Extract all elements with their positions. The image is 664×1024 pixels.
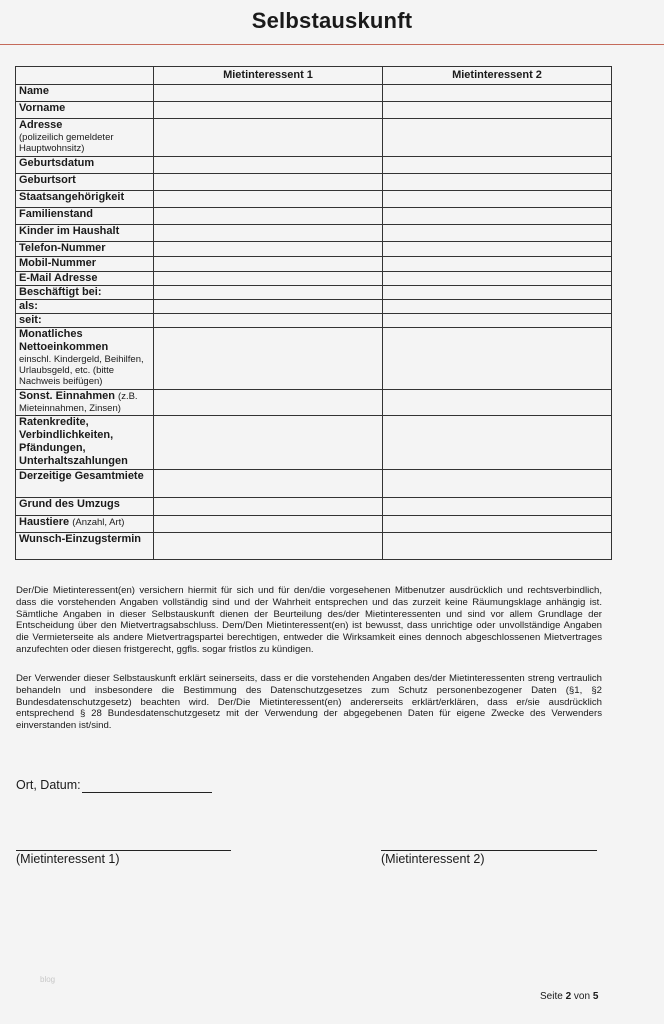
row-label-text: Adresse: [19, 119, 63, 131]
row-label-text: Haustiere: [19, 516, 70, 528]
table-row: [16, 102, 612, 119]
table-row: [16, 208, 612, 225]
applicant-1-field[interactable]: [154, 102, 383, 119]
applicant-1-field[interactable]: [154, 208, 383, 225]
row-label: [16, 191, 154, 208]
applicant-form-table: [15, 66, 612, 560]
table-row: [16, 174, 612, 191]
row-label-text: als:: [19, 300, 38, 312]
applicant-2-field[interactable]: [383, 157, 612, 174]
row-label-text: Mobil-Nummer: [19, 257, 96, 269]
applicant-2-field[interactable]: [383, 102, 612, 119]
applicant-2-field[interactable]: [383, 272, 612, 286]
table-row: [16, 498, 612, 516]
row-label-text: Geburtsort: [19, 174, 76, 186]
row-label: [16, 314, 154, 328]
privacy-paragraph: Der Verwender dieser Selbstauskunft erklärt seinerseits, dass er die vorstehenden Angaben des/der Mietinteressenten streng vertraulich behandeln und insbesondere die Bestimmung des Datenschutzgesetzes zum Schutz personenbezogener Daten (§1, §2 Bundesdatenschutzgesetz) beachten wird. Der/Die Mietinteressent(en) andererseits erklärt/erklären, dass er/sie ausdrücklich entsprechend § 28 Bundesdatenschutzgesetz mit der Verwendung der abgegebenen Daten für eigene Zwecke des Verwenders einverstanden ist/sind.: [16, 673, 602, 732]
footer-page-total: 5: [592, 991, 599, 1002]
row-label: [16, 498, 154, 516]
table-row: [16, 516, 612, 533]
row-label-text: Telefon-Nummer: [19, 242, 106, 254]
footer-page-number: 2: [565, 991, 572, 1002]
applicant-1-field[interactable]: [154, 191, 383, 208]
table-header-row: [16, 67, 612, 85]
applicant-1-field[interactable]: [154, 85, 383, 102]
signature-label-2: (Mietinteressent 2): [381, 852, 485, 866]
applicant-1-field[interactable]: [154, 470, 383, 498]
applicant-2-field[interactable]: [383, 257, 612, 272]
header-applicant-1: Mietinteressent 1: [154, 67, 383, 85]
row-label-hint: (Anzahl, Art): [72, 517, 125, 528]
row-label: [16, 390, 154, 416]
header-empty: [16, 67, 154, 85]
table-row: [16, 416, 612, 470]
title-divider: [0, 44, 664, 45]
applicant-2-field[interactable]: [383, 300, 612, 314]
table-row: [16, 328, 612, 390]
signature-line-2[interactable]: [381, 850, 597, 851]
applicant-1-field[interactable]: [154, 390, 383, 416]
row-label-text: Name: [19, 85, 49, 97]
row-label-text: Wunsch-Einzugstermin: [19, 533, 142, 545]
row-label-text: Kinder im Haushalt: [19, 225, 120, 237]
table-row: [16, 470, 612, 498]
row-label: [16, 208, 154, 225]
row-label-hint: (z.B.: [118, 391, 138, 402]
row-label-text: seit:: [19, 314, 42, 326]
row-label: [16, 470, 154, 498]
applicant-1-field[interactable]: [154, 119, 383, 157]
row-label: [16, 416, 154, 470]
applicant-2-field[interactable]: [383, 416, 612, 470]
applicant-1-field[interactable]: [154, 300, 383, 314]
applicant-1-field[interactable]: [154, 174, 383, 191]
header-applicant-2: Mietinteressent 2: [383, 67, 612, 85]
declaration-paragraph: Der/Die Mietinteressent(en) versichern hiermit für sich und für den/die vorgesehenen Mitbenutzer ausdrücklich und rechtsverbindlich, dass die vorstehenden Angaben vollständig sind und der Wahrheit entsprechen und das zurzeit keine Räumungsklage anhängig ist. Sämtliche Angaben in dieser Selbstauskunft dienen der Beurteilung des/der Mietinteressenten und sind vor allem Grundlage der Entscheidung über den Mietvertragsabschluss. Dem/Den Mietinteressent(en) ist bewusst, dass unrichtige oder unvollständige Angaben die Vermieterseite als andere Mietvertragspartei berechtigen, entweder die Wirksamkeit eines dennoch abgeschlossenen Mietvertrages anzufechten oder diesen fristgerecht, ggfls. sogar fristlos zu kündigen.: [16, 585, 602, 655]
row-label: [16, 257, 154, 272]
table-row: [16, 157, 612, 174]
row-label: [16, 242, 154, 257]
row-label: [16, 85, 154, 102]
signature-label-1: (Mietinteressent 1): [16, 852, 120, 866]
row-label-text: Vorname: [19, 102, 66, 114]
applicant-2-field[interactable]: [383, 314, 612, 328]
applicant-1-field[interactable]: [154, 328, 383, 390]
row-label: [16, 286, 154, 300]
applicant-1-field[interactable]: [154, 314, 383, 328]
row-label-text: Geburtsdatum: [19, 157, 95, 169]
watermark: blog: [40, 975, 56, 984]
row-label-text: Familienstand: [19, 208, 93, 220]
row-label: [16, 516, 154, 533]
row-label-text: Ratenkredite, Verbindlichkeiten, Pfändungen, Unterhaltszahlungen: [19, 416, 128, 467]
applicant-2-field[interactable]: [383, 516, 612, 533]
table-row: [16, 85, 612, 102]
table-row: [16, 533, 612, 560]
applicant-2-field[interactable]: [383, 328, 612, 390]
row-label: [16, 119, 154, 157]
applicant-2-field[interactable]: [383, 119, 612, 157]
table-row: [16, 314, 612, 328]
applicant-2-field[interactable]: [383, 208, 612, 225]
row-label-text: Sonst. Einnahmen: [19, 390, 115, 402]
table-row: [16, 119, 612, 157]
table-row: [16, 272, 612, 286]
table-row: [16, 390, 612, 416]
table-row: [16, 242, 612, 257]
applicant-1-field[interactable]: [154, 157, 383, 174]
table-row: [16, 257, 612, 272]
applicant-2-field[interactable]: [383, 470, 612, 498]
applicant-1-field[interactable]: [154, 272, 383, 286]
signature-line-1[interactable]: [16, 850, 231, 851]
row-label-text: Derzeitige Gesamtmiete: [19, 470, 144, 482]
row-label: [16, 157, 154, 174]
row-label: [16, 102, 154, 119]
applicant-1-field[interactable]: [154, 416, 383, 470]
applicant-1-field[interactable]: [154, 516, 383, 533]
row-label: [16, 328, 154, 390]
applicant-2-field[interactable]: [383, 286, 612, 300]
applicant-2-field[interactable]: [383, 242, 612, 257]
applicant-1-field[interactable]: [154, 498, 383, 516]
applicant-1-field[interactable]: [154, 257, 383, 272]
applicant-2-field[interactable]: [383, 225, 612, 242]
row-label: [16, 174, 154, 191]
applicant-2-field[interactable]: [383, 174, 612, 191]
row-label-text: Grund des Umzugs: [19, 498, 120, 510]
applicant-2-field[interactable]: [383, 85, 612, 102]
row-label-text: E-Mail Adresse: [19, 272, 98, 284]
row-label: [16, 272, 154, 286]
row-label: [16, 300, 154, 314]
row-label-note: (polizeilich gemeldeter Hauptwohnsitz): [19, 132, 114, 154]
applicant-1-field[interactable]: [154, 286, 383, 300]
row-label-text: Staatsangehörigkeit: [19, 191, 125, 203]
row-label-note: einschl. Kindergeld, Beihilfen, Urlaubsgeld, etc. (bitte Nachweis beifügen): [19, 354, 144, 387]
applicant-1-field[interactable]: [154, 533, 383, 560]
row-label-text: Monatliches Nettoeinkommen: [19, 328, 109, 353]
page-footer: [540, 991, 598, 1002]
table-row: [16, 225, 612, 242]
footer-of: von: [573, 991, 591, 1002]
row-label-text: Beschäftigt bei:: [19, 286, 102, 298]
row-label-note: Mieteinnahmen, Zinsen): [19, 403, 121, 414]
applicant-2-field[interactable]: [383, 191, 612, 208]
applicant-1-field[interactable]: [154, 225, 383, 242]
place-date-label: Ort, Datum:: [16, 778, 81, 792]
row-label: [16, 533, 154, 560]
place-date-line[interactable]: [82, 792, 212, 793]
applicant-2-field[interactable]: [383, 390, 612, 416]
applicant-2-field[interactable]: [383, 533, 612, 560]
applicant-1-field[interactable]: [154, 242, 383, 257]
table-row: [16, 191, 612, 208]
document-title: Selbstauskunft: [251, 8, 413, 33]
applicant-2-field[interactable]: [383, 498, 612, 516]
table-row: [16, 300, 612, 314]
footer-prefix: Seite: [540, 991, 563, 1002]
table-row: [16, 286, 612, 300]
row-label: [16, 225, 154, 242]
